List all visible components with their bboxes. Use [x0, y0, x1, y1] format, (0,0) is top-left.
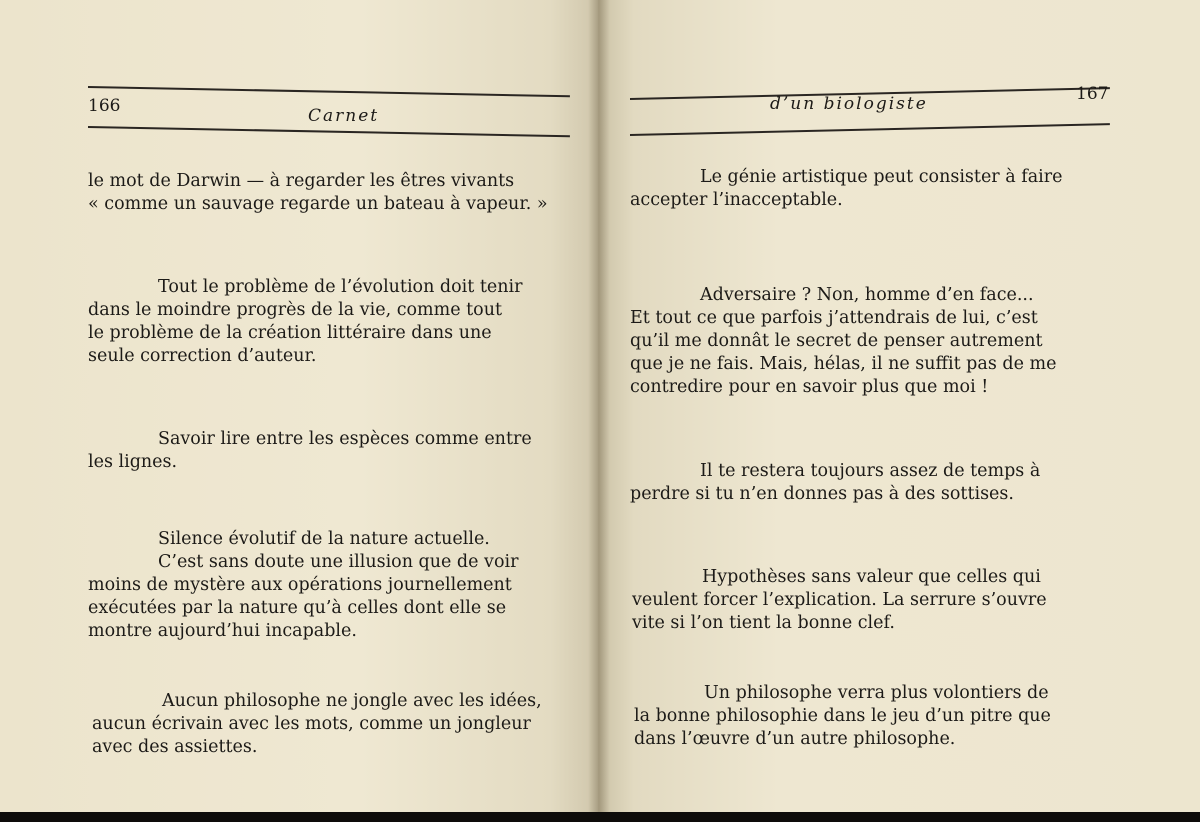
book-gutter	[588, 0, 610, 812]
table-surface	[0, 812, 1200, 822]
text-line: C’est sans doute une illusion que de voir	[158, 552, 519, 572]
text-line: les lignes.	[88, 452, 178, 472]
paragraph	[88, 276, 570, 368]
text-line: Adversaire ? Non, homme d’en face...	[700, 285, 1034, 305]
paragraph	[92, 690, 570, 759]
header-rule-top	[88, 86, 570, 97]
page-number: 167	[1076, 84, 1109, 104]
page-number: 166	[88, 96, 121, 116]
text-line: Aucun philosophe ne jongle avec les idées,	[162, 691, 542, 711]
text-line: Un philosophe verra plus volontiers de	[704, 683, 1049, 703]
text-line: qu’il me donnât le secret de penser autrement	[630, 331, 1043, 351]
paragraph	[630, 460, 1112, 506]
text-line: veulent forcer l’explication. La serrure s’ouvre	[632, 590, 1047, 610]
paragraph	[632, 566, 1112, 635]
text-line: Il te restera toujours assez de temps à	[700, 461, 1041, 481]
text-line: Et tout ce que parfois j’attendrais de lui, c’est	[630, 308, 1038, 328]
running-head: Carnet	[308, 106, 380, 126]
text-line: Silence évolutif de la nature actuelle.	[158, 529, 490, 549]
running-head: d’un biologiste	[770, 94, 928, 114]
text-line: moins de mystère aux opérations journellement	[88, 575, 512, 595]
paragraph	[88, 428, 570, 474]
text-line: le mot de Darwin — à regarder les êtres vivants	[88, 171, 515, 191]
header-rule-bottom	[88, 126, 570, 137]
text-line: aucun écrivain avec les mots, comme un jongleur	[92, 714, 531, 734]
left-page	[0, 0, 598, 812]
paragraph	[88, 170, 570, 216]
text-line: contredire pour en savoir plus que moi !	[630, 377, 989, 397]
paragraph	[630, 166, 1112, 212]
text-line: Hypothèses sans valeur que celles qui	[702, 567, 1041, 587]
text-line: vite si l’on tient la bonne clef.	[632, 613, 895, 633]
text-line: exécutées par la nature qu’à celles dont elle se	[88, 598, 507, 618]
text-line: « comme un sauvage regarde un bateau à vapeur. »	[88, 194, 548, 214]
paragraph	[630, 284, 1112, 399]
right-page	[598, 0, 1200, 812]
header-rule-bottom	[630, 123, 1110, 136]
text-line: dans le moindre progrès de la vie, comme tout	[88, 300, 503, 320]
text-line: le problème de la création littéraire dans une	[88, 323, 492, 343]
text-line: seule correction d’auteur.	[88, 346, 317, 366]
text-line: accepter l’inacceptable.	[630, 190, 843, 210]
text-line: la bonne philosophie dans le jeu d’un pitre que	[634, 706, 1051, 726]
text-line: Savoir lire entre les espèces comme entre	[158, 429, 532, 449]
paragraph	[88, 528, 570, 643]
text-line: que je ne fais. Mais, hélas, il ne suffit pas de me	[630, 354, 1057, 374]
text-line: dans l’œuvre d’un autre philosophe.	[634, 729, 956, 749]
text-line: Le génie artistique peut consister à faire	[700, 167, 1063, 187]
text-line: avec des assiettes.	[92, 737, 258, 757]
text-line: montre aujourd’hui incapable.	[88, 621, 357, 641]
text-line: perdre si tu n’en donnes pas à des sottises.	[630, 484, 1014, 504]
paragraph	[634, 682, 1112, 751]
text-line: Tout le problème de l’évolution doit tenir	[158, 277, 523, 297]
